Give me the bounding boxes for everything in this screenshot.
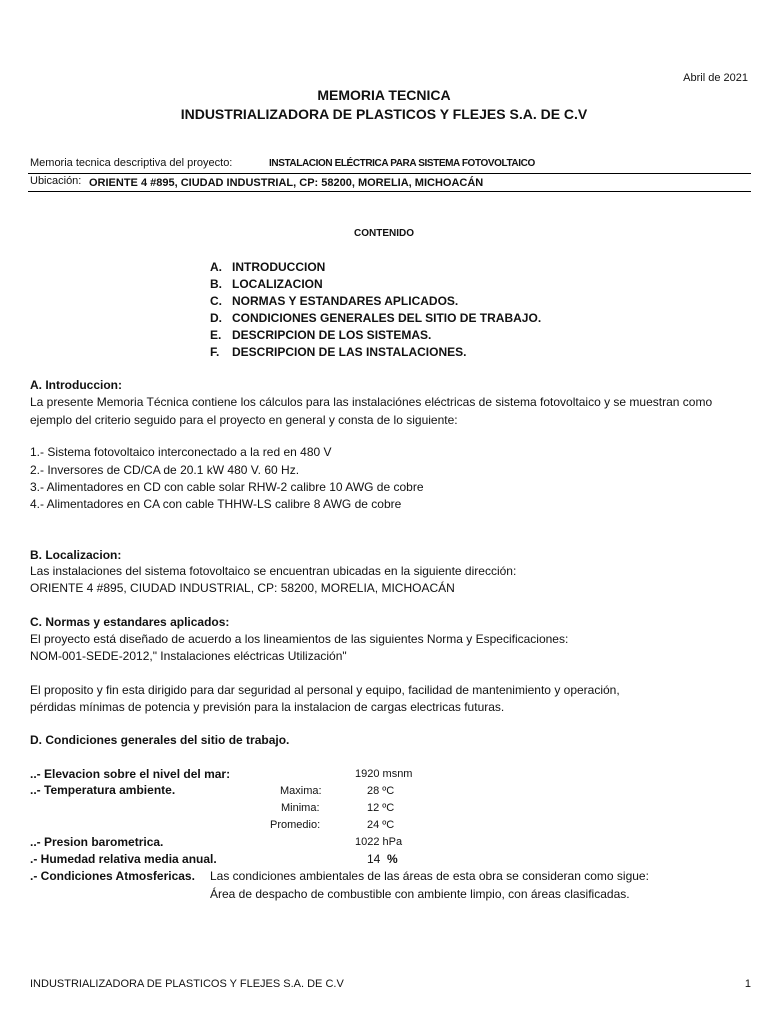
localizacion-text: Las instalaciones del sistema fotovoltaico se encuentran ubicadas en la siguiente dirección:: [30, 564, 517, 578]
contents-item: E. DESCRIPCION DE LOS SISTEMAS.: [210, 328, 432, 342]
page-number: 1: [744, 978, 751, 990]
temp-min-value: 12 ºC: [367, 802, 395, 814]
temp-prom-label: Promedio:: [270, 819, 321, 831]
contents-list: [210, 259, 541, 361]
document-date: Abril de 2021: [683, 72, 748, 84]
footer-company: INDUSTRIALIZADORA DE PLASTICOS Y FLEJES S.A. DE C.V: [30, 978, 344, 990]
project-value: INSTALACION ELÉCTRICA PARA SISTEMA FOTOVOLTAICO: [269, 158, 535, 169]
intro-list-item: 2.- Inversores de CD/CA de 20.1 kW 480 V. 60 Hz.: [30, 463, 300, 477]
condiciones-heading: D. Condiciones generales del sitio de trabajo.: [30, 733, 290, 747]
normas-text: pérdidas mínimas de potencia y previsión para la instalacion de cargas electricas futuras.: [30, 700, 505, 714]
intro-heading: A. Introduccion:: [30, 378, 122, 392]
location-label: Ubicación:: [30, 175, 82, 187]
company-title: INDUSTRIALIZADORA DE PLASTICOS Y FLEJES S.A. DE C.V: [180, 106, 588, 122]
divider: [28, 191, 751, 192]
humedad-value: 14: [367, 852, 381, 866]
normas-text: NOM-001-SEDE-2012," Instalaciones eléctricas Utilización": [30, 649, 347, 663]
temp-min-label: Minima:: [281, 802, 320, 814]
contents-heading: CONTENIDO: [354, 228, 414, 239]
presion-label: ..- Presion barometrica.: [30, 835, 164, 849]
intro-list-item: 4.- Alimentadores en CA con cable THHW-LS calibre 8 AWG de cobre: [30, 497, 402, 511]
temp-max-value: 28 ºC: [367, 785, 395, 797]
contents-item: B. LOCALIZACION: [210, 277, 323, 291]
project-label: Memoria tecnica descriptiva del proyecto:: [30, 157, 233, 169]
presion-value: 1022 hPa: [355, 836, 403, 848]
elevacion-label: ..- Elevacion sobre el nivel del mar:: [30, 767, 231, 781]
temperatura-label: ..- Temperatura ambiente.: [30, 783, 176, 797]
divider: [28, 173, 751, 174]
location-value: ORIENTE 4 #895, CIUDAD INDUSTRIAL, CP: 58200, MORELIA, MICHOACÁN: [89, 177, 484, 189]
temp-max-label: Maxima:: [280, 785, 322, 797]
elevacion-value: 1920 msnm: [355, 768, 413, 780]
normas-text: El proyecto está diseñado de acuerdo a los lineamientos de las siguientes Norma y Especificaciones:: [30, 632, 569, 646]
atmosfericas-text: Área de despacho de combustible con ambiente limpio, con áreas clasificadas.: [210, 887, 630, 901]
intro-list-item: 3.- Alimentadores en CD con cable solar RHW-2 calibre 10 AWG de cobre: [30, 480, 424, 494]
humedad-unit: %: [387, 852, 398, 866]
atmosfericas-label: .- Condiciones Atmosfericas.: [30, 869, 195, 883]
intro-text: ejemplo del criterio seguido para el proyecto en general y consta de lo siguiente:: [30, 413, 458, 427]
contents-item: A. INTRODUCCION: [210, 260, 326, 274]
localizacion-address: ORIENTE 4 #895, CIUDAD INDUSTRIAL, CP: 58200, MORELIA, MICHOACÁN: [30, 581, 455, 595]
localizacion-heading: B. Localizacion:: [30, 548, 122, 562]
document-title: MEMORIA TECNICA: [317, 87, 451, 103]
atmosfericas-text: Las condiciones ambientales de las áreas de esta obra se consideran como sigue:: [210, 869, 649, 883]
humedad-label: .- Humedad relativa media anual.: [30, 852, 217, 866]
contents-item: C. NORMAS Y ESTANDARES APLICADOS.: [210, 294, 459, 308]
intro-text: La presente Memoria Técnica contiene los cálculos para las instalaciónes eléctricas de sistema fotovoltaico y se muestran como: [30, 395, 713, 409]
normas-heading: C. Normas y estandares aplicados:: [30, 615, 230, 629]
intro-list-item: 1.- Sistema fotovoltaico interconectado a la red en 480 V: [30, 445, 332, 459]
normas-text: El proposito y fin esta dirigido para dar seguridad al personal y equipo, facilidad de mantenimiento y operación,: [30, 683, 620, 697]
contents-item: D. CONDICIONES GENERALES DEL SITIO DE TRABAJO.: [210, 311, 542, 325]
temp-prom-value: 24 ºC: [367, 819, 395, 831]
contents-item: F. DESCRIPCION DE LAS INSTALACIONES.: [210, 345, 467, 359]
